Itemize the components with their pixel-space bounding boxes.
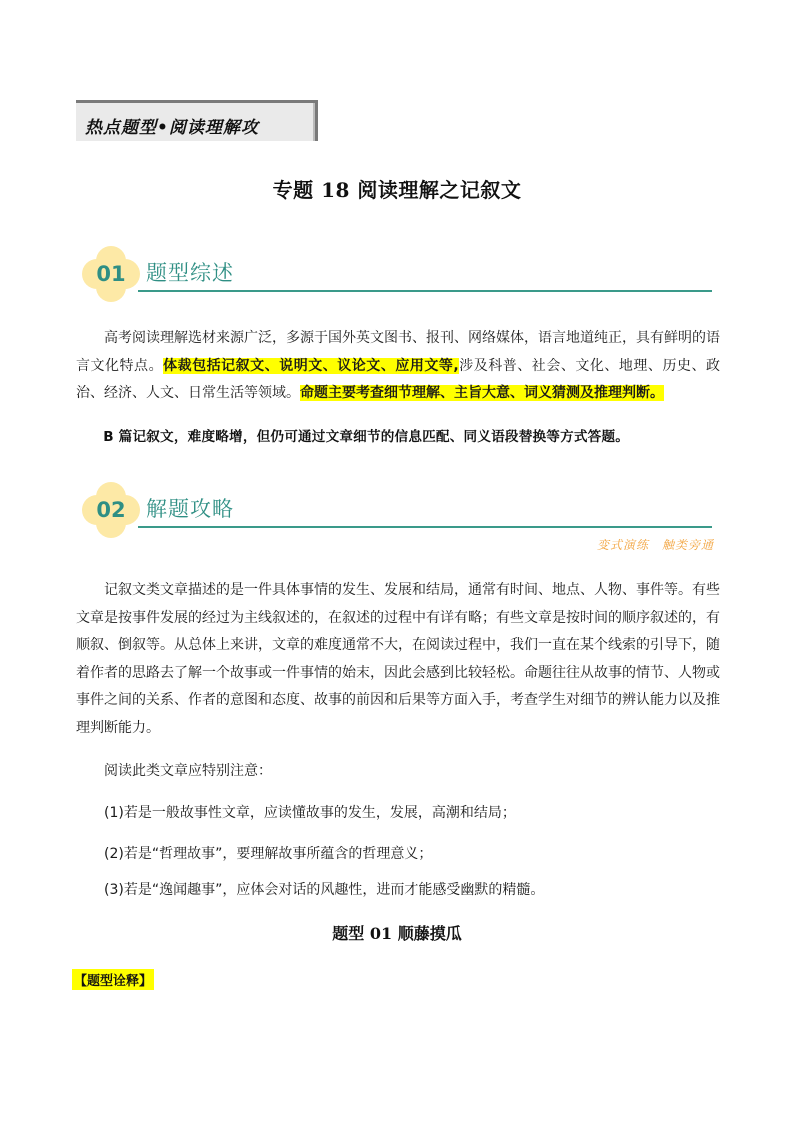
note-item-2: (2)若是“哲理故事”，要理解故事所蕴含的哲理意义； [104, 846, 433, 862]
topic-tag [76, 100, 318, 141]
section-divider [138, 290, 712, 292]
strategy-paragraph: 记叙文类文章描述的是一件具体事情的发生、发展和结局，通常有时间、地点、人物、事件等。有些文章是按事件发展的经过为主线叙述的，在叙述的过程中有详有略；有些文章是按时间的顺序叙述的，有顺叙、倒叙等。从总体上来讲，文章的难度通常不大，在阅读过程中，我们一直在某个线索的引导下，随着作者的思路去了解一个故事或一件事情的始末，因此会感到比较轻松。命题往往从故事的情节、人物或事件之间的关系、作者的意图和态度、故事的前因和后果等方面入手，考查学生对细节的辨认能力以及推理判断能力。 [76, 582, 720, 736]
highlight-genres: 体裁包括记叙文、说明文、议论文、应用文等, [163, 357, 459, 374]
overview-text-1: 高考阅读理解选材来源广泛，多源于国外英文图书、报刊、网络媒体，语言地道纯正，具有鲜明的语言文化特点。 [76, 330, 720, 374]
overview-text-2: 涉及科普、社会、文化、地理、历史、政治、经济、人文、日常生活等领域。 [76, 357, 720, 402]
note-item-1: (1)若是一般故事性文章，应读懂故事的发生，发展，高潮和结局； [104, 805, 516, 821]
section-header-01 [80, 244, 712, 304]
section-header-02 [80, 480, 712, 540]
section-slogan: 变式演练 触类旁通 [596, 538, 714, 552]
note-item-3: (3)若是“逸闻趣事”，应体会对话的风趣性，进而才能感受幽默的精髓。 [104, 882, 545, 898]
type-explanation-label: 【题型诠释】 [72, 969, 154, 990]
question-type-title: 题型 01 顺藤摸瓜 [332, 924, 462, 943]
section-divider [138, 526, 712, 528]
b-passage-note: B 篇记叙文，难度略增，但仍可通过文章细节的信息匹配、同义语段替换等方式答题。 [103, 429, 630, 445]
highlight-question-types: 命题主要考查细节理解、主旨大意、词义猜测及推理判断。 [300, 385, 664, 402]
section-heading: 解题攻略 [146, 497, 234, 521]
topic-tag-text: 热点题型•阅读理解攻 [85, 118, 259, 138]
overview-paragraph [76, 325, 720, 408]
section-number: 01 [96, 262, 126, 286]
section-number: 02 [96, 498, 126, 522]
page-title: 专题 18 阅读理解之记叙文 [272, 178, 522, 202]
note-intro: 阅读此类文章应特别注意： [104, 763, 272, 779]
section-heading: 题型综述 [146, 261, 234, 285]
